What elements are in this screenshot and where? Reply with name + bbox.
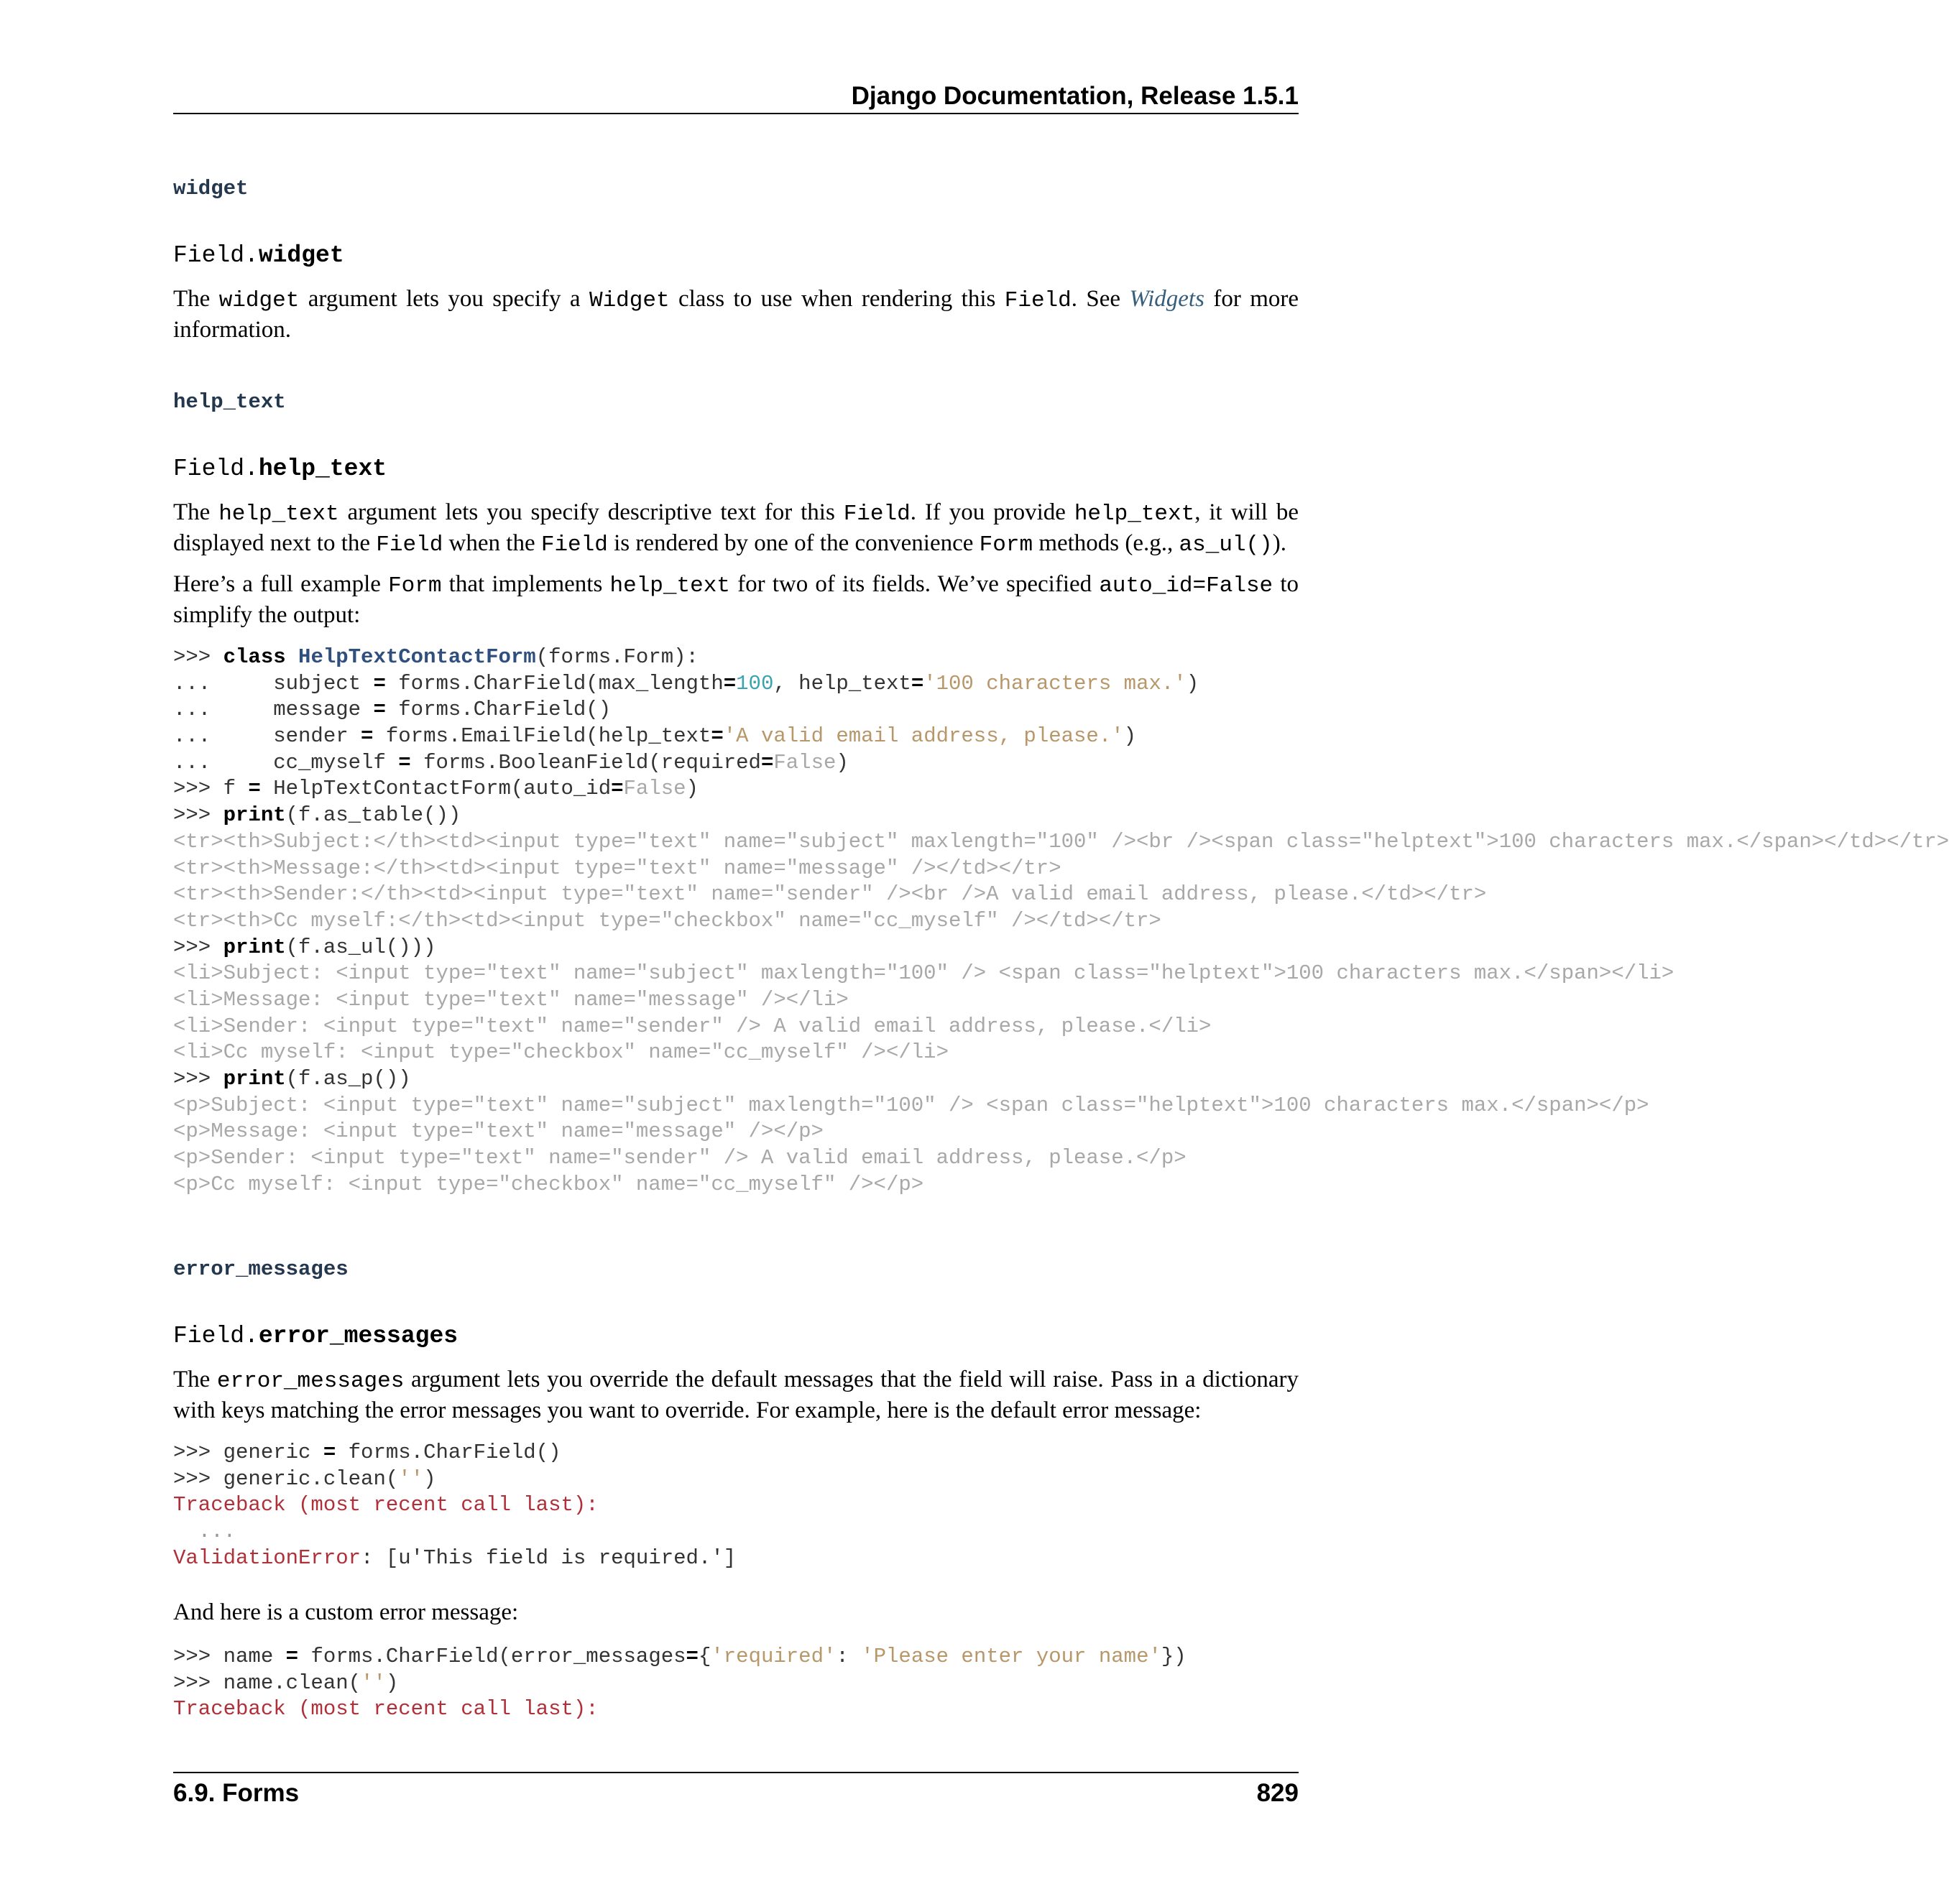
section-heading-widget: widget bbox=[173, 177, 249, 200]
code-line: >>> print(f.as_p()) bbox=[173, 1067, 411, 1091]
section-heading-help-text: help_text bbox=[173, 390, 286, 414]
code-block-error-custom bbox=[173, 1644, 1472, 1723]
code-line: Traceback (most recent call last): bbox=[173, 1697, 599, 1722]
document-page bbox=[173, 0, 1949, 1904]
code-line: <li>Message: <input type="text" name="message" /></li> bbox=[173, 987, 849, 1012]
paragraph-help-text-1: The help_text argument lets you specify descriptive text for this Field. If you provide help_text, it will be displayed next to the Field when the Field is rendered by one of the convenience Form methods (e.g., as_ul()). bbox=[173, 499, 1299, 558]
signature-widget: Field.widget bbox=[173, 242, 344, 269]
paragraph-widget: The widget argument lets you specify a Widget class to use when rendering this Field. See Widgets for more information. bbox=[173, 286, 1299, 343]
signature-error-messages: Field.error_messages bbox=[173, 1323, 459, 1349]
code-line: ... bbox=[173, 1520, 236, 1544]
code-line: <li>Subject: <input type="text" name="subject" maxlength="100" /> <span class="helptext">100 characters max.</span></li> bbox=[173, 961, 1674, 986]
code-line: >>> print(f.as_ul())) bbox=[173, 935, 436, 959]
code-line: >>> name = forms.CharField(error_messages={'required': 'Please enter your name'}) bbox=[173, 1645, 1187, 1668]
code-line: <p>Cc myself: <input type="checkbox" name="cc_myself" /></p> bbox=[173, 1172, 924, 1196]
footer-rule bbox=[173, 1772, 1299, 1773]
header-rule bbox=[173, 113, 1299, 114]
section-heading-error-messages: error_messages bbox=[173, 1257, 349, 1281]
code-line: >>> class HelpTextContactForm(forms.Form): bbox=[173, 645, 699, 669]
paragraph-error-messages-1: The error_messages argument lets you override the default messages that the field will raise. Pass in a dictionary with keys matching the error messages you want to override. For example, here is the default error message: bbox=[173, 1367, 1299, 1423]
paragraph-error-messages-2: And here is a custom error message: bbox=[173, 1599, 519, 1625]
code-line: ... message = forms.CharField() bbox=[173, 698, 612, 722]
code-line: <li>Sender: <input type="text" name="sender" /> A valid email address, please.</li> bbox=[173, 1014, 1212, 1038]
code-line: ValidationError: [u'This field is required.'] bbox=[173, 1545, 737, 1570]
code-line: <li>Cc myself: <input type="checkbox" name="cc_myself" /></li> bbox=[173, 1040, 949, 1065]
signature-help-text: Field.help_text bbox=[173, 456, 387, 482]
footer-page-number: 829 bbox=[1256, 1779, 1299, 1807]
footer-section: 6.9. Forms bbox=[173, 1779, 300, 1807]
code-line: <p>Subject: <input type="text" name="subject" maxlength="100" /> <span class="helptext">100 characters max.</span></p> bbox=[173, 1093, 1649, 1117]
code-line: ... sender = forms.EmailField(help_text='A valid email address, please.') bbox=[173, 724, 1137, 749]
widgets-link[interactable]: Widgets bbox=[1129, 286, 1204, 312]
code-line: >>> f = HelpTextContactForm(auto_id=False) bbox=[173, 777, 699, 801]
code-line: <p>Sender: <input type="text" name="sender" /> A valid email address, please.</p> bbox=[173, 1146, 1187, 1170]
code-line: >>> name.clean('') bbox=[173, 1670, 399, 1695]
code-line: >>> generic = forms.CharField() bbox=[173, 1441, 561, 1464]
code-line: <tr><th>Cc myself:</th><td><input type="checkbox" name="cc_myself" /></td></tr> bbox=[173, 908, 1161, 933]
paragraph-help-text-2: Here’s a full example Form that implements help_text for two of its fields. We’ve specified auto_id=False to simplify the output: bbox=[173, 571, 1299, 628]
code-line: >>> generic.clean('') bbox=[173, 1466, 436, 1491]
code-line: <p>Message: <input type="text" name="message" /></p> bbox=[173, 1119, 824, 1144]
code-line: ... cc_myself = forms.BooleanField(required=False) bbox=[173, 750, 849, 775]
code-line: ... subject = forms.CharField(max_length=100, help_text='100 characters max.') bbox=[173, 671, 1199, 695]
code-line: <tr><th>Subject:</th><td><input type="text" name="subject" maxlength="100" /><br /><span class="helptext">100 characters max.</span></td></tr> bbox=[173, 829, 1949, 854]
code-line: <tr><th>Sender:</th><td><input type="text" name="sender" /><br />A valid email address, please.</td></tr> bbox=[173, 882, 1487, 907]
code-block-help-text bbox=[173, 644, 1949, 1198]
code-line: >>> print(f.as_table()) bbox=[173, 803, 461, 828]
code-block-error-default bbox=[173, 1440, 1472, 1571]
code-line: <tr><th>Message:</th><td><input type="text" name="message" /></td></tr> bbox=[173, 856, 1061, 880]
running-header: Django Documentation, Release 1.5.1 bbox=[851, 82, 1299, 110]
code-line: Traceback (most recent call last): bbox=[173, 1493, 599, 1517]
